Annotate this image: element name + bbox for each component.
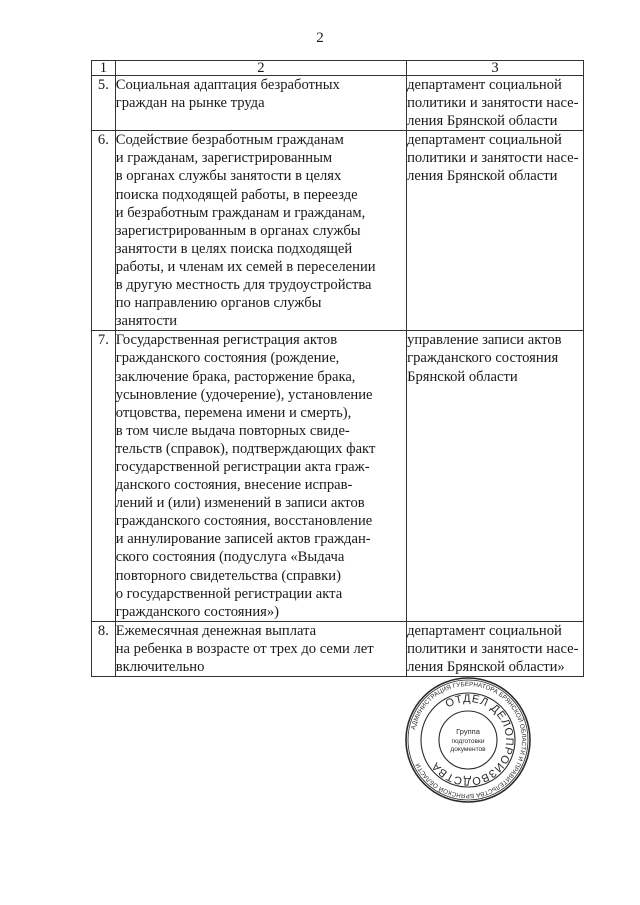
- department-line: департамент социальной: [407, 77, 562, 93]
- stamp-middle-text: ОТДЕЛ ДЕЛОПРОИЗВОДСТВА: [429, 692, 516, 788]
- service-name-line: данского состояния, внесение исправ-: [115, 477, 353, 494]
- services-table: [91, 60, 584, 677]
- office-stamp: [404, 676, 532, 804]
- service-name-line: в том числе выдача повторных свиде-: [115, 422, 350, 439]
- service-name-line: заключение брака, расторжение брака,: [115, 368, 356, 385]
- page-number: 2: [316, 30, 324, 46]
- service-name-line: тельств (справок), подтверждающих факт: [115, 440, 376, 457]
- department-line: ления Брянской области: [407, 113, 558, 130]
- department-line: политики и занятости насе-: [407, 640, 579, 657]
- service-name-line: гражданского состояния, восстановление: [115, 513, 373, 530]
- department-line: политики и занятости насе-: [407, 150, 579, 167]
- service-name-line: Содействие безработным гражданам: [115, 132, 344, 149]
- department-line: департамент социальной: [407, 132, 562, 149]
- service-name-line: и гражданам, зарегистрированным: [115, 150, 333, 167]
- responsible-department: [407, 621, 584, 676]
- service-name-line: и аннулирование записей актов граждан-: [115, 531, 371, 548]
- service-name-line: на ребенка в возрасте от трех до семи лет: [115, 640, 374, 657]
- department-line: политики и занятости насе-: [407, 95, 579, 112]
- service-name-line: и безработным гражданам и гражданам,: [115, 204, 366, 221]
- department-line: ления Брянской области»: [407, 659, 565, 675]
- service-name-line: поиска подходящей работы, в переезде: [115, 186, 358, 203]
- table-row: [92, 621, 584, 676]
- stamp-center-line-3: документов: [450, 746, 486, 753]
- service-name-line: государственной регистрации акта граж-: [115, 458, 370, 475]
- stamp-outer-text: АДМИНИСТРАЦИЯ ГУБЕРНАТОРА БРЯНСКОЙ ОБЛАСТИ И ПРАВИТЕЛЬСТВА БРЯНСКОЙ ОБЛАСТИ: [410, 680, 528, 800]
- service-name-line: зарегистрированным в органах службы: [115, 222, 361, 239]
- service-name-line: ского состояния (подуслуга «Выдача: [115, 549, 345, 566]
- service-name-line: усыновление (удочерение), установление: [115, 386, 373, 403]
- service-name-line: гражданского состояния»): [115, 603, 280, 620]
- table-row: [92, 76, 584, 131]
- row-number: 5.: [92, 76, 116, 131]
- service-name: [115, 76, 406, 131]
- row-number: 7.: [92, 331, 116, 622]
- table-row: [92, 331, 584, 622]
- table-header-row: [92, 61, 584, 76]
- department-line: гражданского состояния: [407, 350, 559, 367]
- service-name: [115, 131, 406, 331]
- row-number: 6.: [92, 131, 116, 331]
- service-name-line: занятости: [115, 313, 178, 330]
- responsible-department: [407, 331, 584, 622]
- stamp-center-line-2: подготовки: [451, 738, 485, 745]
- service-name-line: отцовства, перемена имени и смерть),: [115, 404, 352, 421]
- department-line: ления Брянской области: [407, 168, 558, 185]
- column-header-service: 2: [115, 61, 406, 76]
- service-name-line: граждан на рынке труда: [115, 95, 265, 112]
- service-name-line: в другую местность для трудоустройства: [115, 277, 372, 294]
- department-line: департамент социальной: [407, 622, 562, 639]
- table-body: [92, 76, 584, 677]
- service-name: [115, 331, 406, 622]
- department-line: управление записи актов: [407, 332, 562, 349]
- service-name-line: по направлению органов службы: [115, 295, 322, 312]
- stamp-center-line-1: Группа: [456, 727, 480, 736]
- responsible-department: [407, 131, 584, 331]
- responsible-department: [407, 76, 584, 131]
- service-name-line: Ежемесячная денежная выплата: [115, 622, 317, 639]
- service-name-line: гражданского состояния (рождение,: [115, 350, 340, 367]
- service-name-line: повторного свидетельства (справки): [115, 567, 341, 584]
- row-number: 8.: [92, 621, 116, 676]
- department-line: Брянской области: [407, 368, 518, 385]
- service-name-line: Государственная регистрация актов: [115, 332, 338, 349]
- column-header-department: 3: [407, 61, 584, 76]
- table-row: [92, 131, 584, 331]
- service-name-line: о государственной регистрации акта: [115, 585, 343, 602]
- service-name-line: лений и (или) изменений в записи актов: [115, 495, 365, 512]
- service-name: [115, 621, 406, 676]
- service-name-line: занятости в целях поиска подходящей: [115, 240, 353, 257]
- column-header-number: 1: [92, 61, 116, 76]
- service-name-line: Социальная адаптация безработных: [115, 77, 340, 93]
- service-name-line: работы, и членам их семей в переселении: [115, 258, 376, 275]
- service-name-line: в органах службы занятости в целях: [115, 168, 342, 185]
- service-name-line: включительно: [115, 659, 205, 675]
